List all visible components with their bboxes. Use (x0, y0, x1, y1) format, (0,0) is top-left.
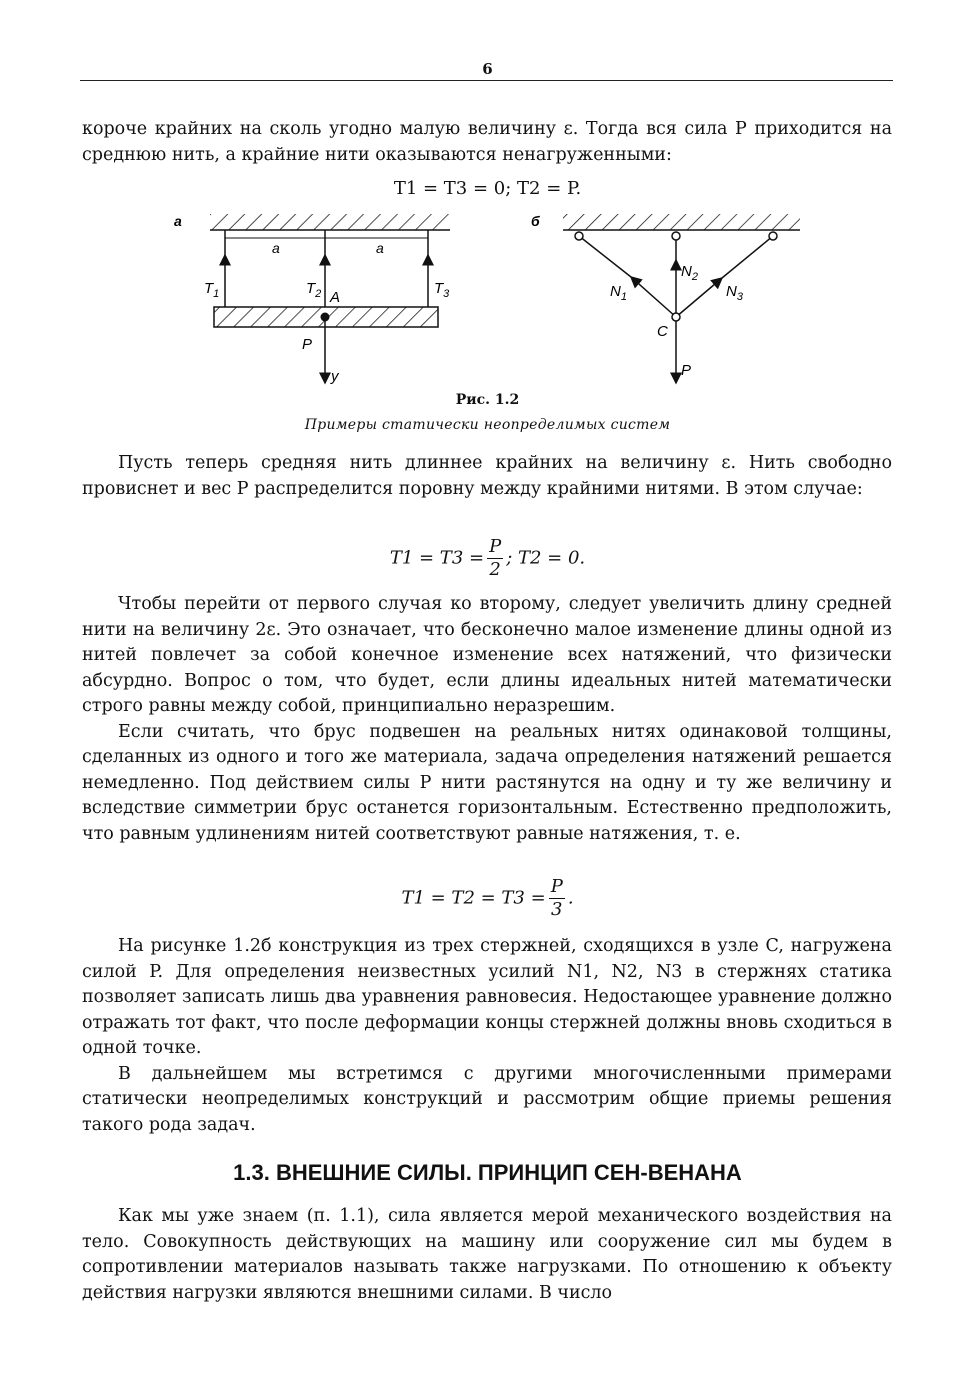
equation-2-right: ; T2 = 0. (506, 547, 586, 569)
section-heading: 1.3. ВНЕШНИЕ СИЛЫ. ПРИНЦИП СЕН-ВЕНАНА (233, 1160, 742, 1185)
equation-3-den: 3 (551, 899, 563, 920)
label-N2: $N_2$ (681, 263, 698, 283)
label-P-a: P (302, 336, 313, 353)
equation-2-num: P (489, 536, 502, 557)
equation-3-right: . (567, 887, 574, 909)
label-T3: $T_3$ (434, 280, 450, 300)
panel-a-label: а (174, 213, 182, 229)
paragraph-5 (82, 934, 892, 1138)
paragraph-7-text: Как мы уже знаем (п. 1.1), сила является мерой механического воздействия на тело. Совокупность действующих на машину или сооружение сил мы будем в сопротивлении материалов называть также нагрузками. По отношению к объекту действия нагрузки являются внешними силами. В число (82, 1206, 892, 1303)
paragraph-3 (82, 592, 892, 847)
paragraph-5-text: На рисунке 1.2б конструкция из трех стержней, сходящихся в узле C, нагружена силой P. Для определения неизвестных усилий N1, N2, N3 в стержнях статика позволяет записать лишь два уравнения равновесия. Недостающее уравнение должно отражать тот факт, что после деформации концы стержней должны вновь сходиться в одной точке. (82, 936, 892, 1058)
paragraph-7 (82, 1204, 892, 1306)
panel-b-label: б (531, 213, 540, 229)
label-T1: $T_1$ (204, 280, 220, 300)
paragraph-3-text: Чтобы перейти от первого случая ко второму, следует увеличить длину средней нити на величину 2ε. Это означает, что бесконечно малое изменение длины одной из нитей повлечет за собой конечное изменение всех натяжений, что физически абсурдно. Вопрос о том, что будет, если длины идеальных нитей математически строго равны между собой, принципиально неразрешим. (82, 594, 892, 716)
paragraph-6-text: В дальнейшем мы встретимся с другими многочисленными примерами статически неопределимых конструкций и рассмотрим общие приемы решения такого рода задач. (82, 1063, 892, 1135)
paragraph-2-text: Пусть теперь средняя нить длиннее крайних на величину ε. Нить свободно провиснет и вес P распределится поровну между крайними нитями. В этом случае: (82, 453, 892, 499)
figure-1-2 (0, 200, 975, 390)
paragraph-4-text: Если считать, что брус подвешен на реальных нитях одинаковой толщины, сделанных из одного и того же материала, задача определения натяжений решается немедленно. Под действием силы P нити растянутся на одну и ту же величину и вследствие симметрии брус останется горизонтальным. Естественно предположить, что равным удлинениям нитей соответствуют равные натяжения, т. е. (82, 721, 892, 844)
equation-2-left: T1 = T3 = (389, 547, 485, 569)
figure-caption: Примеры статически неопределимых систем (304, 417, 671, 433)
equation-2-den: 2 (489, 559, 501, 580)
header-rule (80, 80, 893, 81)
paragraph-1 (82, 117, 892, 168)
rod-1 (631, 277, 676, 317)
label-C: C (657, 323, 668, 340)
page-number: 6 (482, 60, 493, 78)
equation-3 (0, 876, 975, 921)
label-N3: $N_3$ (726, 283, 743, 303)
ceiling-b (563, 214, 800, 230)
dim-a-left: a (272, 240, 280, 256)
equation-2 (0, 536, 975, 581)
equation-3-num: P (550, 876, 563, 897)
equation-1: T1 = T3 = 0; T2 = P. (393, 178, 582, 199)
label-y: y (331, 368, 339, 385)
rod-3 (676, 278, 722, 317)
ceiling-a (210, 214, 450, 230)
label-N1: $N_1$ (610, 283, 627, 303)
equation-3-left: T1 = T2 = T3 = (401, 887, 546, 909)
paragraph-1-text: короче крайних на сколь угодно малую величину ε. Тогда вся сила P приходится на среднюю нить, а крайние нити оказываются ненагруженными: (82, 119, 892, 165)
label-P-b: P (681, 362, 692, 379)
figure-title: Рис. 1.2 (455, 392, 520, 408)
label-A: A (330, 289, 341, 306)
dim-a-right: a (376, 240, 384, 256)
paragraph-2 (82, 451, 892, 502)
label-T2: $T_2$ (306, 280, 322, 300)
